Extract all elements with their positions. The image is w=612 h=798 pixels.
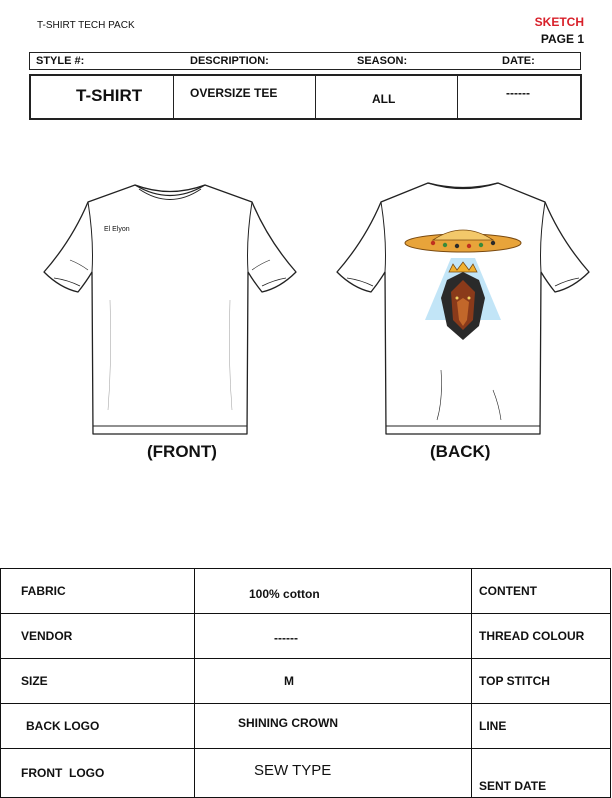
front-tshirt-sketch — [40, 180, 300, 442]
spec-row-fabric — [1, 569, 611, 614]
season-label: SEASON: — [357, 55, 408, 67]
spec-row-front-logo — [1, 749, 611, 798]
back-tshirt-sketch — [333, 180, 593, 442]
style-label: STYLE #: — [36, 55, 85, 67]
spec-row-size — [1, 659, 611, 704]
sketch-label: SKETCH — [534, 15, 584, 29]
spec-value: ------ — [195, 614, 472, 659]
spec-label: BACK LOGO — [1, 704, 195, 749]
spec-value: SHINING CROWN — [195, 704, 472, 749]
spec-right-label: CONTENT — [472, 569, 611, 614]
spec-table — [0, 568, 612, 792]
spec-value: SEW TYPE — [195, 749, 472, 798]
description-value: OVERSIZE TEE — [190, 86, 278, 100]
back-caption: (BACK) — [430, 442, 491, 461]
spec-value: M — [195, 659, 472, 704]
spec-row-vendor — [1, 614, 611, 659]
spec-right-label: SENT DATE — [472, 749, 611, 798]
front-brand-text: El Elyon — [104, 226, 130, 233]
spec-label: FRONT LOGO — [1, 749, 195, 798]
page-label: PAGE 1 — [540, 32, 584, 46]
date-label: DATE: — [502, 55, 535, 67]
front-caption: (FRONT) — [147, 442, 217, 461]
style-value: T-SHIRT — [76, 86, 143, 105]
spec-label: SIZE — [1, 659, 195, 704]
spec-right-label: TOP STITCH — [472, 659, 611, 704]
header-values-row — [29, 74, 582, 120]
date-value: ------ — [506, 86, 530, 100]
spec-right-label: THREAD COLOUR — [472, 614, 611, 659]
header-labels-row — [29, 52, 581, 70]
spec-row-back-logo — [1, 704, 611, 749]
description-label: DESCRIPTION: — [190, 55, 269, 67]
spec-value: 100% cotton — [195, 569, 472, 614]
season-value: ALL — [372, 92, 396, 106]
spec-label: FABRIC — [1, 569, 195, 614]
doc-title: T-SHIRT TECH PACK — [37, 20, 135, 31]
spec-label: VENDOR — [1, 614, 195, 659]
spec-right-label: LINE — [472, 704, 611, 749]
